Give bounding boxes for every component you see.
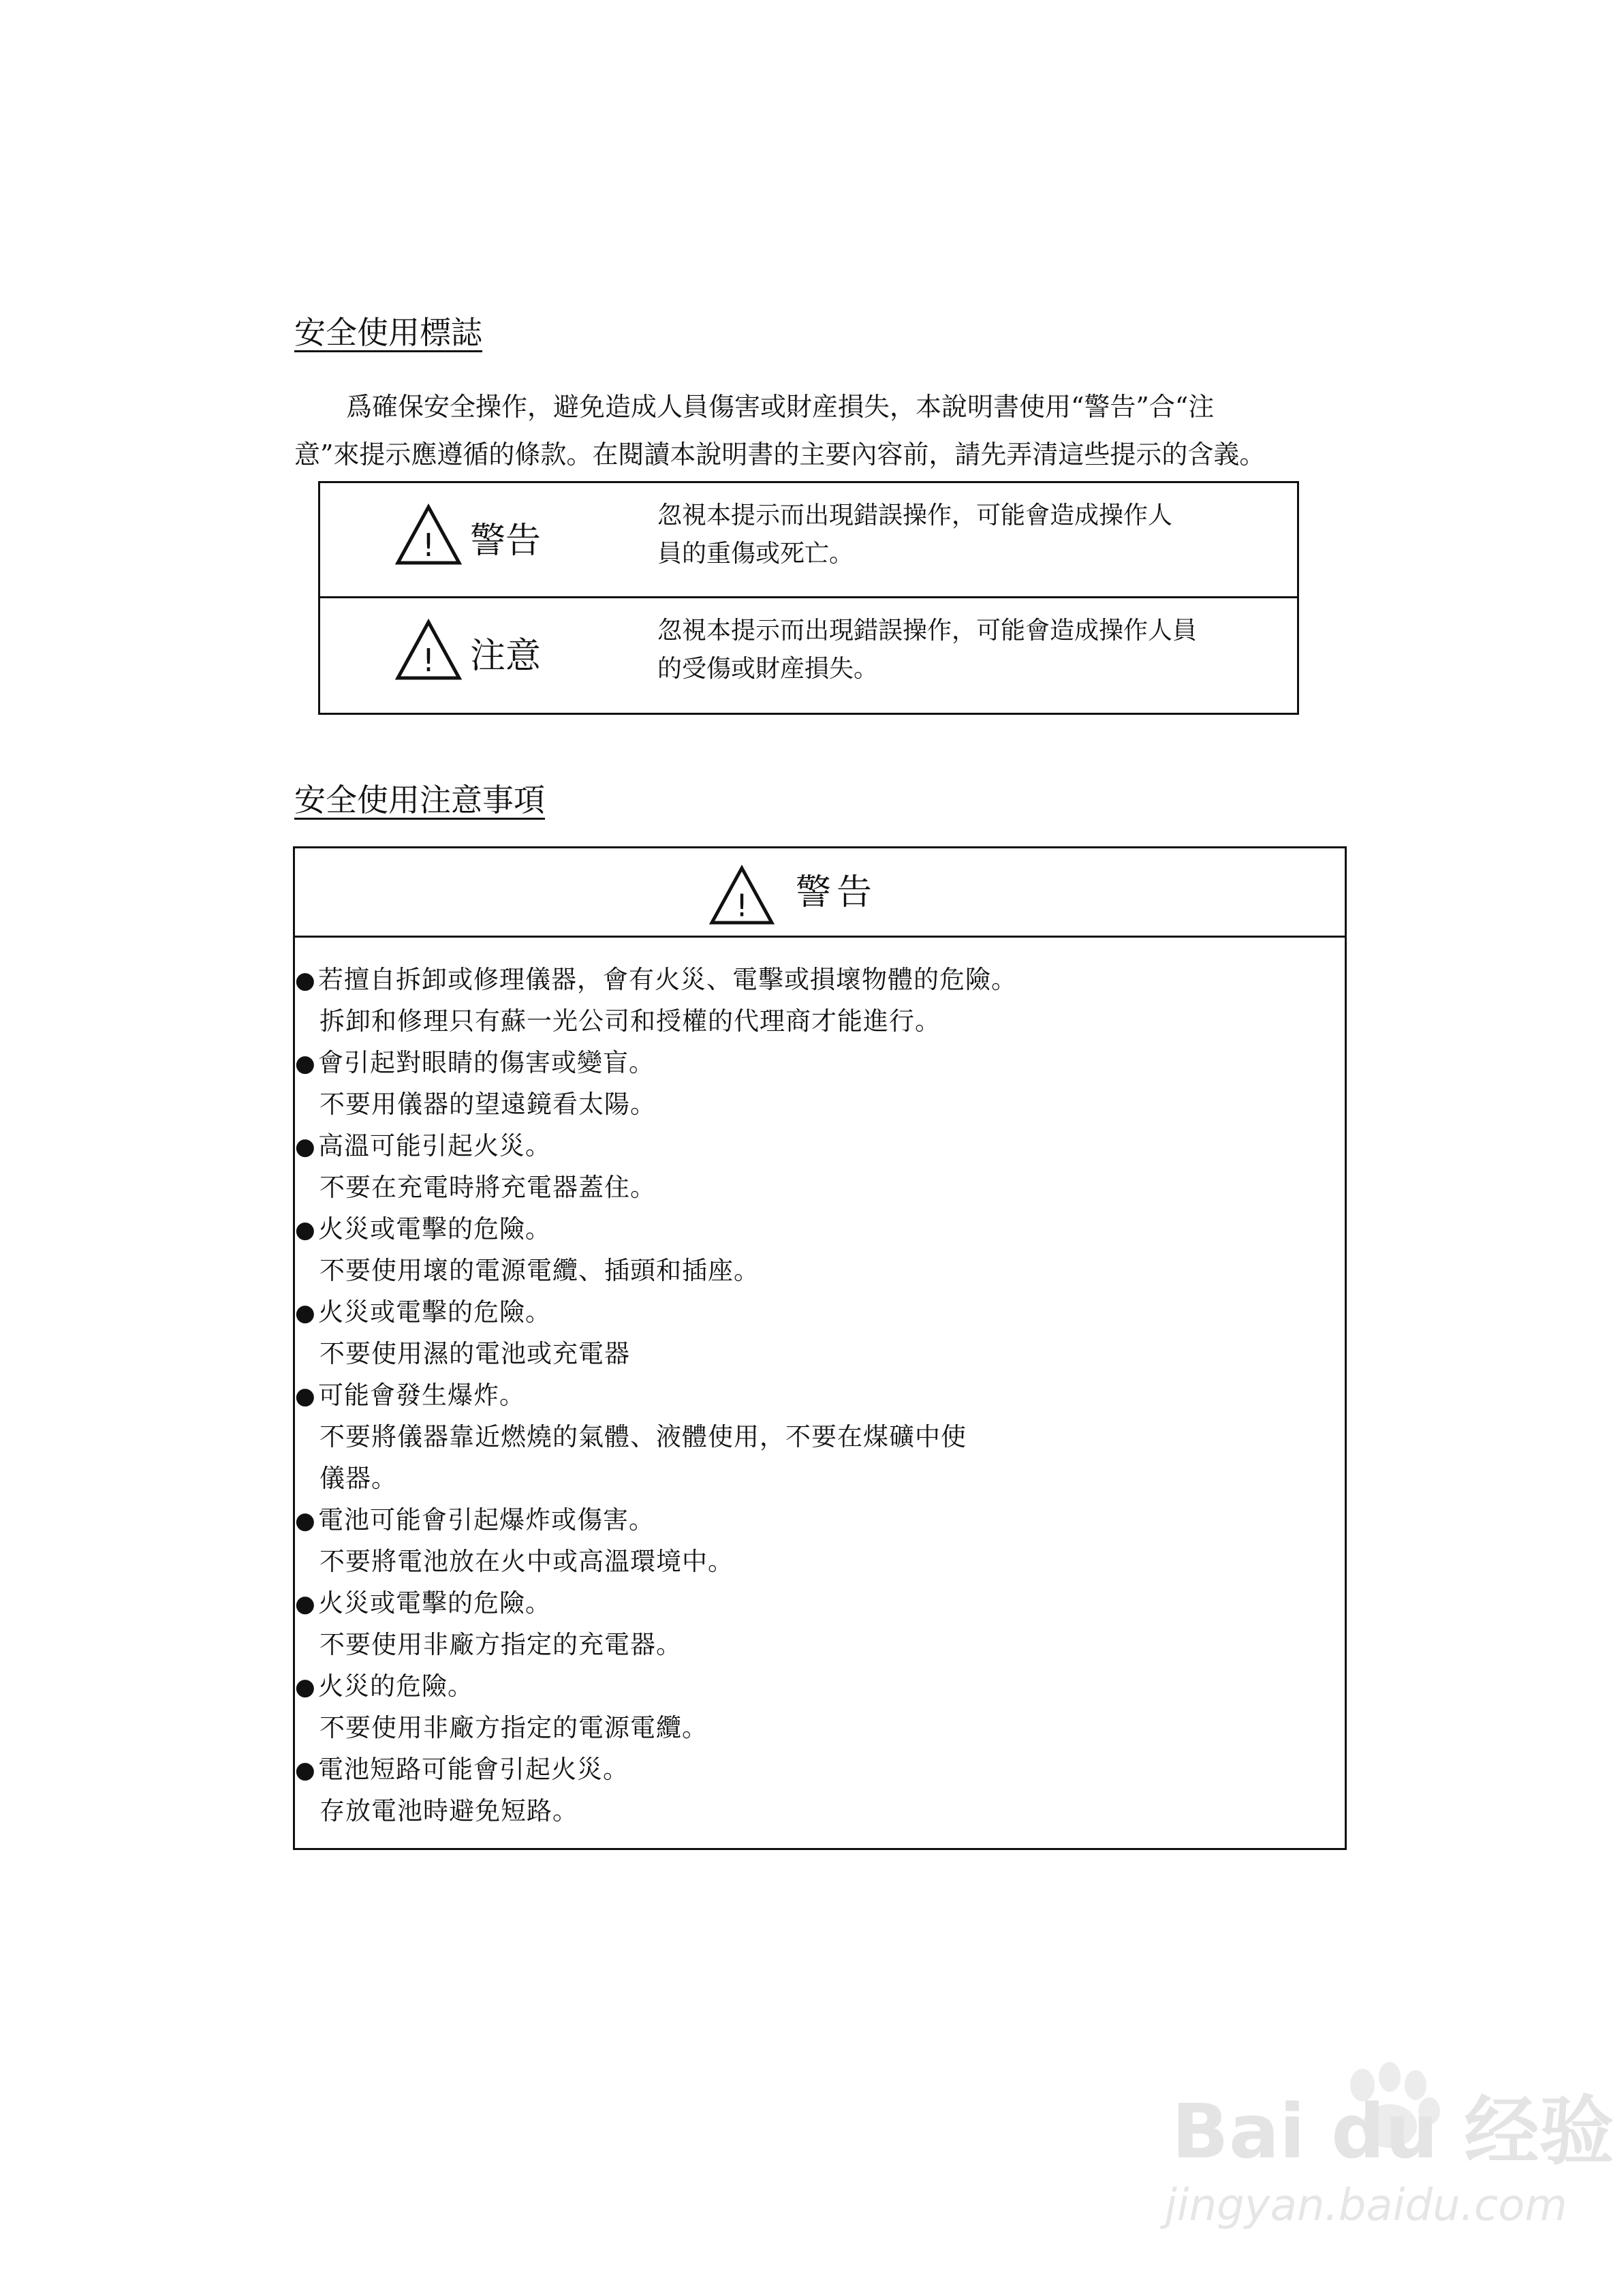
- watermark-url: jingyan.baidu.com: [1165, 2181, 1567, 2231]
- warning-item-title: 火災或電擊的危險。: [318, 1297, 551, 1327]
- warning-box-title: 警告: [796, 872, 878, 913]
- warning-item-detail: 不要在充電時將充電器蓋住。: [319, 1173, 656, 1202]
- section-heading-symbols: 安全使用標誌: [294, 314, 482, 351]
- warning-item-title: 可能會發生爆炸。: [318, 1381, 525, 1410]
- warning-item: [295, 1291, 1345, 1374]
- warning-item-detail: 存放電池時避免短路。: [319, 1796, 578, 1826]
- warning-item-title: 電池可能會引起爆炸或傷害。: [318, 1505, 655, 1535]
- caution-triangle-icon: [395, 619, 462, 681]
- symbol-row-warning: [320, 483, 1297, 598]
- bullet-icon: ●: [295, 1133, 316, 1160]
- intro-line: 意”來提示應遵循的條款。在閱讀本說明書的主要內容前，請先弄清這些提示的含義。: [294, 440, 1266, 469]
- symbol-label: 注意: [470, 636, 542, 677]
- description-line: 的受傷或財産損失。: [657, 655, 879, 683]
- warning-item: [295, 1499, 1345, 1582]
- symbol-row-caution: [320, 598, 1297, 713]
- svg-text:!: !: [422, 642, 435, 679]
- bullet-icon: ●: [295, 1590, 316, 1618]
- bullet-icon: ●: [295, 1383, 316, 1410]
- warning-item-detail: 儀器。: [319, 1464, 397, 1493]
- bullet-icon: ●: [295, 1674, 316, 1701]
- warning-item-detail: 不要將儀器靠近燃燒的氣體、液體使用，不要在煤礦中使: [319, 1422, 967, 1451]
- warning-box-header: [295, 848, 1345, 938]
- warning-item-detail: 不要將電池放在火中或高溫環境中。: [319, 1547, 734, 1576]
- description-line: 忽視本提示而出現錯誤操作，可能會造成操作人員: [657, 617, 1198, 645]
- symbol-table: [318, 481, 1299, 715]
- warning-item-title: 若擅自拆卸或修理儀器，會有火災、電擊或損壞物體的危險。: [318, 965, 1017, 994]
- warning-item: [295, 1749, 1345, 1832]
- symbol-description: [657, 497, 1284, 573]
- symbol-label: 警告: [470, 521, 542, 561]
- description-line: 員的重傷或死亡。: [657, 540, 854, 568]
- warning-box: [293, 846, 1347, 1850]
- bullet-icon: ●: [295, 1757, 316, 1784]
- warning-item-title: 火災或電擊的危險。: [318, 1214, 551, 1244]
- warning-item: [295, 1208, 1345, 1291]
- warning-item-detail: 拆卸和修理只有蘇一光公司和授權的代理商才能進行。: [319, 1006, 941, 1036]
- bullet-icon: ●: [295, 1050, 316, 1077]
- watermark-brand: Bai du 经验: [1172, 2088, 1614, 2175]
- warning-item: [295, 1582, 1345, 1665]
- warning-item-detail: 不要用儀器的望遠鏡看太陽。: [319, 1090, 656, 1119]
- warning-item: [295, 959, 1345, 1042]
- warning-item-title: 會引起對眼睛的傷害或變盲。: [318, 1048, 655, 1077]
- warning-item-detail: 不要使用濕的電池或充電器: [319, 1339, 630, 1368]
- warning-item: [295, 1042, 1345, 1125]
- warning-triangle-icon: [395, 504, 462, 566]
- warning-item-detail: 不要使用非廠方指定的充電器。: [319, 1630, 682, 1659]
- section-heading-precautions: 安全使用注意事項: [294, 782, 545, 818]
- warning-item-title: 火災或電擊的危險。: [318, 1588, 551, 1618]
- warning-item-title: 電池短路可能會引起火災。: [318, 1755, 629, 1784]
- warning-item: [295, 1665, 1345, 1749]
- bullet-icon: ●: [295, 967, 316, 994]
- warning-item-title: 火災的危險。: [318, 1672, 473, 1701]
- warning-item: [295, 1125, 1345, 1208]
- warning-item-detail: 不要使用壞的電源電纜、插頭和插座。: [319, 1256, 760, 1285]
- warning-triangle-icon: [709, 865, 775, 926]
- warning-item-detail: 不要使用非廠方指定的電源電纜。: [319, 1713, 708, 1742]
- svg-text:!: !: [735, 887, 749, 924]
- warning-list: [295, 959, 1345, 1832]
- intro-line: 爲確保安全操作，避免造成人員傷害或財産損失，本說明書使用“警告”合“注: [346, 392, 1215, 422]
- intro-paragraph: [294, 383, 1347, 478]
- svg-text:!: !: [422, 527, 435, 564]
- bullet-icon: ●: [295, 1299, 316, 1327]
- bullet-icon: ●: [295, 1216, 316, 1244]
- description-line: 忽視本提示而出現錯誤操作，可能會造成操作人: [657, 502, 1173, 529]
- warning-item-title: 高溫可能引起火災。: [318, 1131, 551, 1160]
- bullet-icon: ●: [295, 1507, 316, 1535]
- symbol-description: [657, 612, 1284, 688]
- warning-item: [295, 1374, 1345, 1499]
